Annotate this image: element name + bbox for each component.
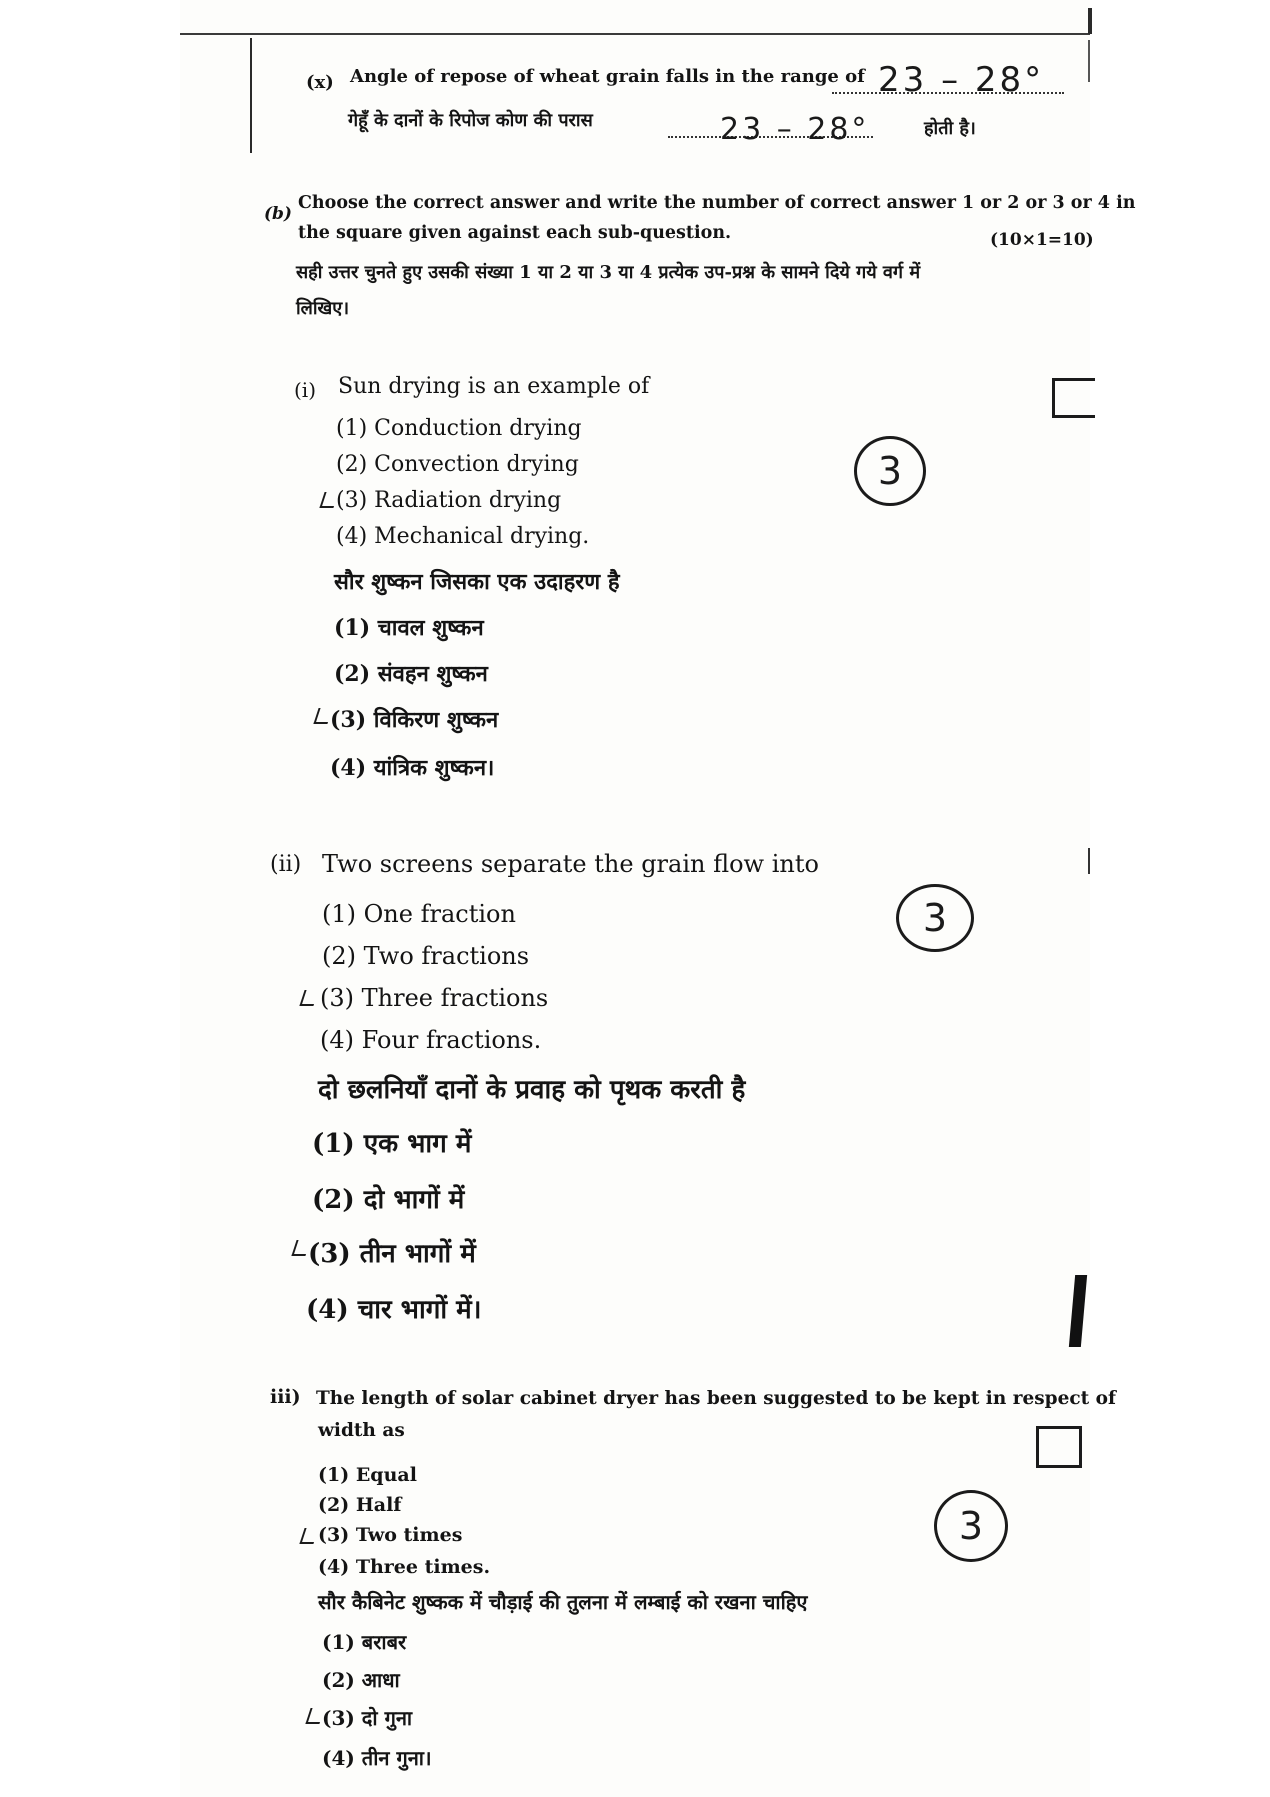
right-edge-mark — [1088, 848, 1090, 874]
option: (1) Conduction drying — [336, 416, 582, 441]
part-x-hindi-suffix: होती है। — [924, 118, 976, 139]
option: (2) Two fractions — [322, 942, 530, 970]
question-text: Sun drying is an example of — [338, 374, 650, 399]
part-b-hindi-line1: सही उत्तर चुनते हुए उसकी संख्या 1 या 2 या 3 या 4 प्रत्येक उप-प्रश्न के सामने दिये गये वर्ग में — [296, 262, 921, 283]
hindi-option: (1) बराबर — [322, 1630, 407, 1654]
top-rule — [180, 33, 1090, 35]
handwritten-answer-circle: 3 — [934, 1490, 1008, 1562]
part-b-marks: (10×1=10) — [990, 230, 1094, 250]
option: (4) Three times. — [318, 1556, 491, 1578]
hindi-option: (4) चार भागों में। — [306, 1295, 482, 1325]
hindi-option: (2) दो भागों में — [312, 1185, 465, 1215]
hindi-question-text: सौर कैबिनेट शुष्कक में चौड़ाई की तुलना में लम्बाई को रखना चाहिए — [318, 1590, 808, 1614]
option: (2) Convection drying — [336, 452, 579, 477]
hindi-option: (1) एक भाग में — [312, 1129, 472, 1159]
option: (3) Three fractions — [320, 984, 549, 1012]
hindi-option: (3) दो गुना — [322, 1706, 413, 1730]
option: (3) Two times — [318, 1524, 463, 1546]
handwritten-answer-circle: 3 — [896, 884, 974, 952]
hindi-option: (4) तीन गुना। — [322, 1746, 432, 1770]
option: (3) Radiation drying — [336, 488, 562, 513]
right-edge-mark — [1088, 40, 1090, 82]
hindi-option: (1) चावल शुष्कन — [334, 615, 484, 641]
hindi-option: (3) तीन भागों में — [308, 1239, 476, 1269]
question-number: (ii) — [270, 852, 302, 877]
left-margin-line — [250, 38, 252, 153]
hindi-option: (4) यांत्रिक शुष्कन। — [330, 755, 495, 781]
hindi-option: (2) संवहन शुष्कन — [334, 661, 488, 687]
hindi-option: (2) आधा — [322, 1668, 400, 1692]
part-b-instruction-line2: the square given against each sub-question. — [298, 223, 732, 243]
part-b-label: (b) — [264, 204, 292, 224]
option: (1) Equal — [318, 1464, 417, 1486]
answer-square — [1052, 378, 1095, 418]
handwritten-answer-circle: 3 — [854, 436, 926, 506]
question-number: (i) — [294, 378, 317, 402]
answer-square — [1036, 1426, 1082, 1468]
right-edge-mark — [1088, 8, 1092, 34]
question-text-line1: The length of solar cabinet dryer has been suggested to be kept in respect of — [316, 1388, 1116, 1409]
part-x-english-text: Angle of repose of wheat grain falls in the range of — [350, 66, 865, 87]
part-b-hindi-line2: लिखिए। — [296, 298, 350, 319]
part-x-label: (x) — [306, 72, 334, 93]
part-x-hindi-text: गेहूँ के दानों के रिपोज कोण की परास — [348, 110, 593, 131]
hindi-option: (3) विकिरण शुष्कन — [330, 707, 499, 733]
part-x-hindi-answer: 23 – 28° — [720, 112, 870, 147]
option: (4) Four fractions. — [320, 1026, 542, 1054]
question-text-line2: width as — [318, 1420, 405, 1441]
question-number: iii) — [270, 1386, 301, 1408]
option: (4) Mechanical drying. — [336, 524, 590, 549]
part-x-english-answer: 23 – 28° — [878, 60, 1045, 100]
option: (1) One fraction — [322, 900, 516, 928]
question-text: Two screens separate the grain flow into — [322, 850, 819, 878]
part-b-instruction-line1: Choose the correct answer and write the number of correct answer 1 or 2 or 3 or 4 in — [298, 193, 1136, 213]
hindi-question-text: सौर शुष्कन जिसका एक उदाहरण है — [334, 569, 620, 595]
hindi-question-text: दो छलनियाँ दानों के प्रवाह को पृथक करती है — [318, 1075, 746, 1105]
option: (2) Half — [318, 1494, 402, 1516]
